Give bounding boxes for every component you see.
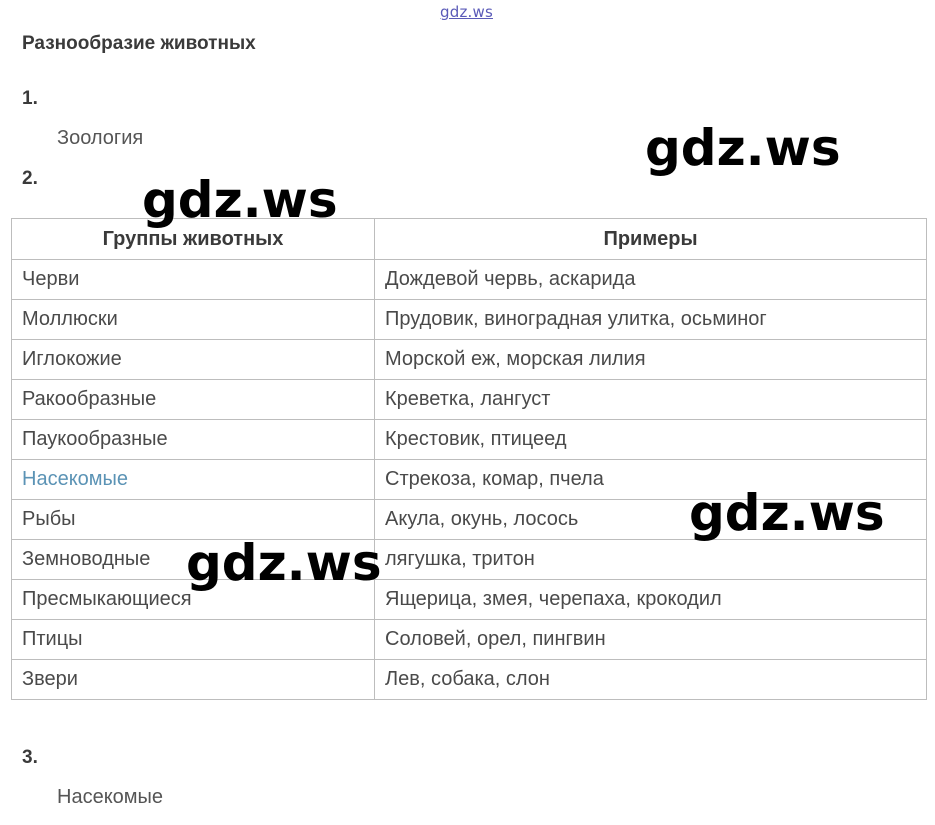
watermark: gdz.ws xyxy=(142,171,338,229)
group-cell: Пресмыкающиеся xyxy=(12,580,375,620)
question-1-answer: Зоология xyxy=(57,127,144,149)
header-groups: Группы животных xyxy=(12,219,375,260)
group-cell: Рыбы xyxy=(12,500,375,540)
examples-cell: Соловей, орел, пингвин xyxy=(375,620,927,660)
table-row xyxy=(12,660,927,700)
group-cell: Земноводные xyxy=(12,540,375,580)
table-row xyxy=(12,340,927,380)
examples-cell: Стрекоза, комар, пчела xyxy=(375,460,927,500)
question-3-number: 3. xyxy=(22,747,38,768)
watermark: gdz.ws xyxy=(186,534,382,592)
group-cell: Звери xyxy=(12,660,375,700)
group-cell: Птицы xyxy=(12,620,375,660)
examples-cell: Крестовик, птицеед xyxy=(375,420,927,460)
examples-cell: Морской еж, морская лилия xyxy=(375,340,927,380)
examples-cell: лягушка, тритон xyxy=(375,540,927,580)
examples-cell: Акула, окунь, лосось xyxy=(375,500,927,540)
group-cell-highlighted: Насекомые xyxy=(12,460,375,500)
table-row xyxy=(12,260,927,300)
examples-cell: Дождевой червь, аскарида xyxy=(375,260,927,300)
group-cell: Ракообразные xyxy=(12,380,375,420)
table-row xyxy=(12,420,927,460)
group-cell: Паукообразные xyxy=(12,420,375,460)
examples-cell: Креветка, лангуст xyxy=(375,380,927,420)
watermark: gdz.ws xyxy=(689,484,885,542)
group-cell: Иглокожие xyxy=(12,340,375,380)
header-examples: Примеры xyxy=(375,219,927,260)
top-watermark-link[interactable]: gdz.ws xyxy=(440,3,493,21)
table-row xyxy=(12,380,927,420)
table-row xyxy=(12,580,927,620)
question-1-number: 1. xyxy=(22,88,38,109)
group-cell: Черви xyxy=(12,260,375,300)
group-cell: Моллюски xyxy=(12,300,375,340)
examples-cell: Прудовик, виноградная улитка, осьминог xyxy=(375,300,927,340)
page-title: Разнообразие животных xyxy=(22,33,256,54)
question-2-number: 2. xyxy=(22,168,38,189)
examples-cell: Ящерица, змея, черепаха, крокодил xyxy=(375,580,927,620)
question-3-answer: Насекомые xyxy=(57,786,164,808)
table-row xyxy=(12,620,927,660)
examples-cell: Лев, собака, слон xyxy=(375,660,927,700)
watermark: gdz.ws xyxy=(645,119,841,177)
table-row xyxy=(12,300,927,340)
animal-groups-table xyxy=(11,218,927,700)
table-row xyxy=(12,540,927,580)
